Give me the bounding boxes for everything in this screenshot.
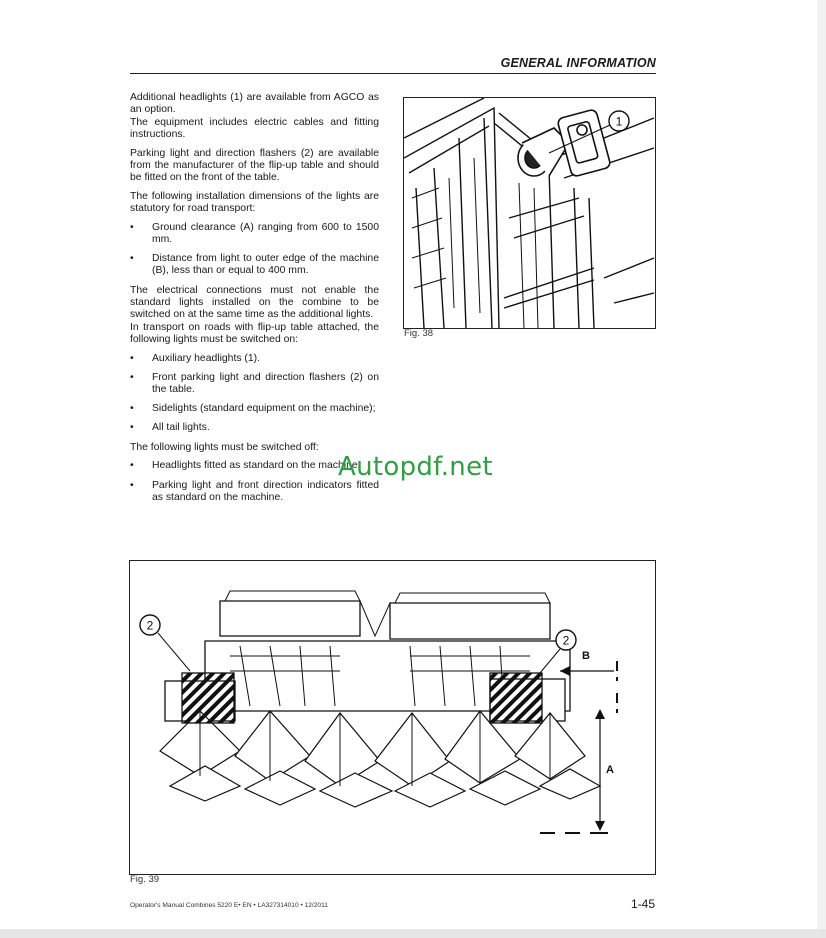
header-lights-drawing xyxy=(130,561,655,874)
callout-number: 1 xyxy=(615,114,623,129)
dimension-b-label: B xyxy=(582,650,590,662)
paragraph: The following installation dimensions of the lights are statutory for road transport: xyxy=(130,190,379,215)
cab-headlight-drawing xyxy=(404,98,655,328)
body-text xyxy=(130,92,379,511)
figure-caption: Fig. 38 xyxy=(404,328,434,339)
hazard-panel-right xyxy=(490,673,542,723)
header-rule xyxy=(130,73,656,74)
bullet-list xyxy=(130,222,379,278)
paragraph: In transport on roads with flip-up table attached, the following lights must be switched on: xyxy=(130,321,379,345)
viewer-bottom-bar xyxy=(0,929,826,938)
bullet-list xyxy=(130,353,379,435)
list-item: • All tail lights. xyxy=(130,422,379,434)
watermark: Autopdf.net xyxy=(338,452,493,482)
list-item: • Ground clearance (A) ranging from 600 to 1500 mm. xyxy=(130,222,379,246)
paragraph: The following lights must be switched off: xyxy=(130,441,319,453)
list-item: • Sidelights (standard equipment on the machine); xyxy=(130,403,379,415)
paragraph: Parking light and direction flashers (2) are available from the manufacturer of the flip-up table and should be fitted on the front of the table. xyxy=(130,147,379,184)
section-title: GENERAL INFORMATION xyxy=(500,56,656,70)
viewer-scroll-gutter xyxy=(817,0,826,929)
list-item: • Front parking light and direction flashers (2) on the table. xyxy=(130,372,379,396)
figure-38-illustration xyxy=(403,97,656,329)
dimension-a-label: A xyxy=(606,764,614,776)
footer-document-info: Operator's Manual Combines 5220 E• EN • LA327314010 • 12/2011 xyxy=(130,902,328,909)
list-item: • Headlights fitted as standard on the machine. xyxy=(130,460,379,472)
list-item: • Parking light and front direction indicators fitted as standard on the machine. xyxy=(130,480,379,504)
callout-number-left: 2 xyxy=(146,618,154,633)
figure-caption: Fig. 39 xyxy=(130,874,160,885)
list-item: • Auxiliary headlights (1). xyxy=(130,353,379,365)
page-number: 1-45 xyxy=(630,897,655,911)
list-item: • Distance from light to outer edge of the machine (B), less than or equal to 400 mm. xyxy=(130,253,379,277)
paragraph: Additional headlights (1) are available from AGCO as an option. xyxy=(130,92,379,116)
paragraph: The equipment includes electric cables and fitting instructions. xyxy=(130,116,379,141)
figure-39-illustration xyxy=(129,560,656,875)
callout-number-right: 2 xyxy=(562,633,570,648)
paragraph: The electrical connections must not enable the standard lights installed on the combine to be switched on at the same time as the additional lights. xyxy=(130,284,379,321)
hazard-panel-left xyxy=(182,673,234,723)
